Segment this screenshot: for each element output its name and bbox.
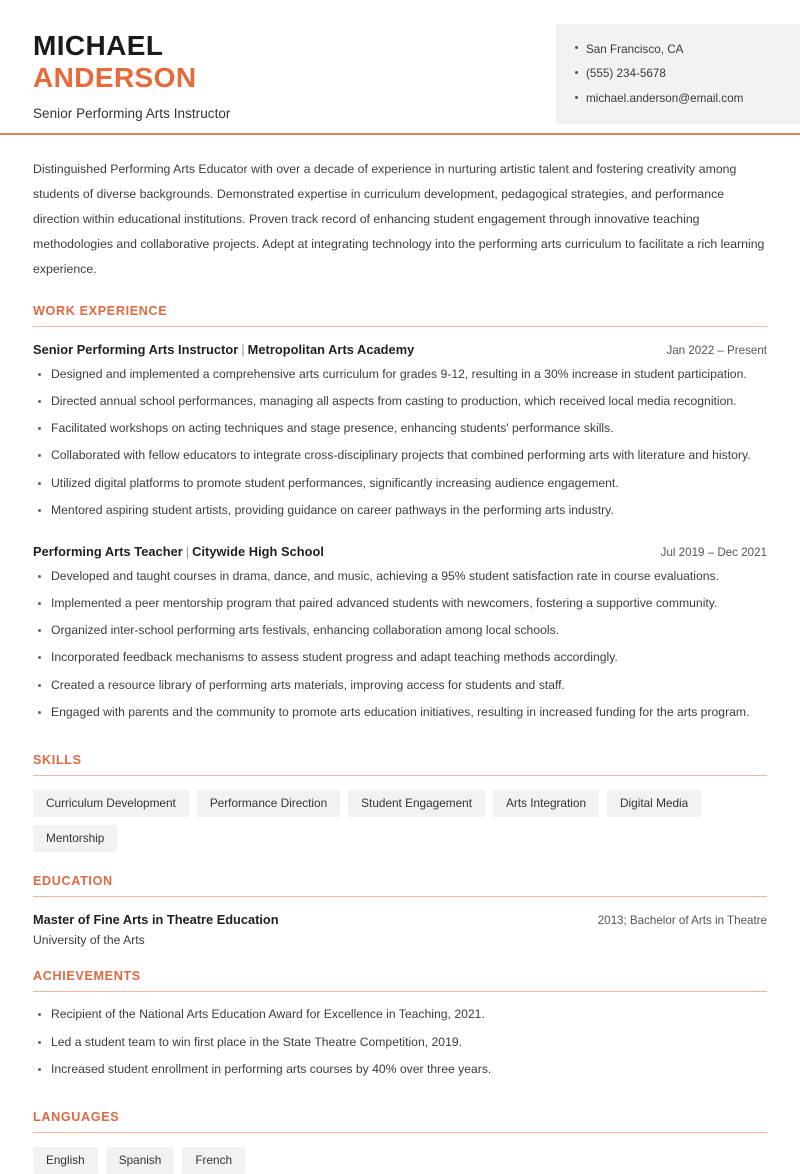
work-role: Performing Arts Teacher <box>33 543 183 559</box>
bullet-dot-icon <box>38 1041 41 1044</box>
bullet-text: Incorporated feedback mechanisms to assess student progress and adapt teaching methods accordingly. <box>51 650 618 665</box>
list-item <box>33 568 767 595</box>
bullet-dot-icon <box>38 400 41 403</box>
section-title-languages: LANGUAGES <box>33 1109 120 1124</box>
bullet-dot-icon <box>38 482 41 485</box>
section-divider <box>33 991 767 992</box>
skill-chip: Digital Media <box>607 790 701 817</box>
section-title-education: EDUCATION <box>33 874 113 889</box>
bullet-text: Created a resource library of performing arts materials, improving access for students and staff. <box>51 677 565 692</box>
education-meta: 2013; Bachelor of Arts in Theatre <box>597 914 767 928</box>
contact-location-text: San Francisco, CA <box>586 42 684 56</box>
work-company: Metropolitan Arts Academy <box>247 341 415 357</box>
bullet-text: Organized inter-school performing arts festivals, enhancing collaboration among local schools. <box>51 623 560 638</box>
section-education <box>33 874 767 947</box>
language-chip: French <box>182 1147 245 1174</box>
title-separator: | <box>241 341 245 357</box>
bullet-text: Recipient of the National Arts Education Award for Excellence in Teaching, 2021. <box>51 1007 485 1022</box>
list-item <box>33 595 767 622</box>
resume-header <box>0 0 800 133</box>
skill-chip: Mentorship <box>33 825 117 852</box>
education-school: University of the Arts <box>33 933 145 948</box>
bullet-text: Engaged with parents and the community to promote arts education initiatives, resulting in increased funding for the arts program. <box>51 704 750 719</box>
work-entry-title <box>33 544 324 559</box>
section-skills <box>33 753 767 852</box>
education-entry <box>33 912 767 947</box>
skills-chip-list <box>33 790 767 852</box>
list-item <box>33 366 767 393</box>
bullet-dot-icon <box>38 602 41 605</box>
work-bullet-list <box>33 568 767 731</box>
work-entry-title <box>33 342 414 357</box>
professional-title: Senior Performing Arts Instructor <box>33 105 231 121</box>
bullet-text: Directed annual school performances, managing all aspects from casting to production, which received local media recognition. <box>51 393 737 408</box>
skill-chip: Arts Integration <box>493 790 599 817</box>
header-divider <box>0 133 800 135</box>
bullet-dot-icon <box>38 373 41 376</box>
section-divider <box>33 896 767 897</box>
language-chip: Spanish <box>106 1147 175 1174</box>
list-item <box>33 1034 767 1061</box>
work-role: Senior Performing Arts Instructor <box>33 341 239 357</box>
list-item <box>33 649 767 676</box>
bullet-text: Designed and implemented a comprehensive arts curriculum for grades 9-12, resulting in a 30% increase in student participation. <box>51 366 747 381</box>
bullet-dot-icon <box>38 629 41 632</box>
contact-email[interactable] <box>556 87 800 112</box>
list-item <box>33 1006 767 1033</box>
work-entry-header <box>33 544 767 559</box>
work-date-range: Jul 2019 – Dec 2021 <box>660 545 767 559</box>
last-name: ANDERSON <box>33 62 197 94</box>
resume-body <box>0 157 800 1174</box>
bullet-dot-icon <box>38 454 41 457</box>
contact-panel <box>556 24 800 124</box>
bullet-dot-icon <box>575 46 578 49</box>
section-divider <box>33 1132 767 1133</box>
section-divider <box>33 326 767 327</box>
professional-summary: Distinguished Performing Arts Educator with over a decade of experience in nurturing artistic talent and fostering creativity among students of diverse backgrounds. Demonstrated expertise in curriculum development, pedagogical strategies, and performance direction within educational institutions. Proven track record of enhancing student engagement through innovative teaching methodologies and collaborative projects. Adept at integrating technology into the performing arts curriculum to facilitate a rich learning experience. <box>33 162 765 276</box>
skill-chip: Performance Direction <box>197 790 340 817</box>
list-item <box>33 622 767 649</box>
work-entry <box>33 544 767 731</box>
list-item <box>33 393 767 420</box>
contact-phone-text: (555) 234-5678 <box>586 67 666 81</box>
bullet-dot-icon <box>38 509 41 512</box>
education-entry-header <box>33 912 767 927</box>
work-entry <box>33 342 767 529</box>
bullet-dot-icon <box>38 575 41 578</box>
list-item <box>33 704 767 731</box>
bullet-text: Mentored aspiring student artists, providing guidance on career pathways in the performing arts industry. <box>51 502 614 517</box>
section-divider <box>33 775 767 776</box>
languages-chip-list <box>33 1147 767 1174</box>
contact-email-text: michael.anderson@email.com <box>586 92 744 106</box>
header-identity <box>0 24 230 121</box>
bullet-text: Implemented a peer mentorship program that paired advanced students with newcomers, fostering a supportive community. <box>51 596 718 611</box>
work-company: Citywide High School <box>192 543 324 559</box>
section-work-experience <box>33 304 767 731</box>
contact-list <box>556 37 800 111</box>
list-item <box>33 447 767 474</box>
contact-location <box>556 37 800 62</box>
section-languages <box>33 1110 767 1174</box>
bullet-dot-icon <box>38 656 41 659</box>
skill-chip: Curriculum Development <box>33 790 189 817</box>
language-chip: English <box>33 1147 98 1174</box>
title-separator: | <box>185 543 190 559</box>
bullet-dot-icon <box>575 71 578 74</box>
bullet-text: Increased student enrollment in performing arts courses by 40% over three years. <box>51 1061 492 1076</box>
bullet-text: Collaborated with fellow educators to integrate cross-disciplinary projects that combined performing arts with literature and history. <box>51 448 751 463</box>
bullet-dot-icon <box>575 96 578 99</box>
section-achievements <box>33 969 767 1088</box>
list-item <box>33 1061 767 1088</box>
bullet-dot-icon <box>38 684 41 687</box>
bullet-dot-icon <box>38 1068 41 1071</box>
list-item <box>33 475 767 502</box>
education-degree: Master of Fine Arts in Theatre Education <box>33 912 279 928</box>
bullet-dot-icon <box>38 711 41 714</box>
bullet-dot-icon <box>38 427 41 430</box>
list-item <box>33 420 767 447</box>
work-date-range: Jan 2022 – Present <box>666 343 767 357</box>
section-title-work: WORK EXPERIENCE <box>33 303 168 318</box>
bullet-text: Led a student team to win first place in the State Theatre Competition, 2019. <box>51 1034 463 1049</box>
list-item <box>33 677 767 704</box>
list-item <box>33 502 767 529</box>
section-title-achievements: ACHIEVEMENTS <box>33 969 141 984</box>
achievements-list <box>33 1006 767 1088</box>
work-entry-header <box>33 342 767 357</box>
first-name: MICHAEL <box>33 30 164 61</box>
work-bullet-list <box>33 366 767 529</box>
skill-chip: Student Engagement <box>348 790 485 817</box>
bullet-text: Utilized digital platforms to promote student performances, significantly increasing audience engagement. <box>51 475 619 490</box>
section-title-skills: SKILLS <box>33 753 82 768</box>
bullet-text: Facilitated workshops on acting techniques and stage presence, enhancing students' performance skills. <box>51 421 614 436</box>
contact-phone[interactable] <box>556 62 800 87</box>
bullet-text: Developed and taught courses in drama, dance, and music, achieving a 95% student satisfaction rate in course evaluations. <box>51 568 720 583</box>
bullet-dot-icon <box>38 1013 41 1016</box>
